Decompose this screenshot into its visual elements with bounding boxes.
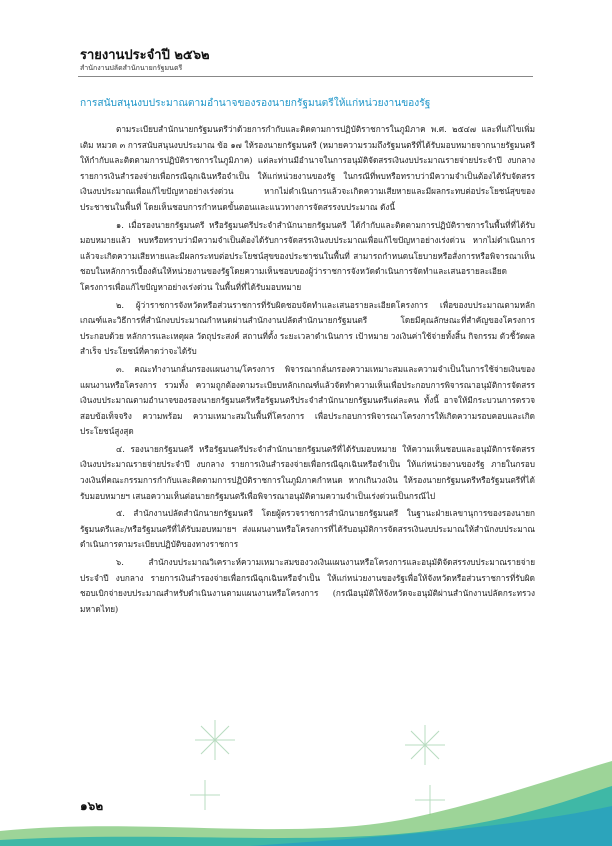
section-title: การสนับสนุนงบประมาณตามอำนาจของรองนายกรัฐมนตรีให้แก่หน่วยงานของรัฐ <box>80 98 431 109</box>
report-title: รายงานประจำปี ๒๕๖๒ <box>80 48 210 63</box>
page-number: ๑๖๒ <box>80 799 104 813</box>
header-divider <box>78 76 533 77</box>
paragraph-item-3: ๓. คณะทำงานกลั่นกรองแผนงาน/โครงการ พิจารณากลั่นกรองความเหมาะสมและความจำเป็นในการใช้จ่ายเงินของแผนงานหรือโครงการ รวมทั้ง ความถูกต้องตามระเบียบหลักเกณฑ์แล้วจัดทำความเห็นเพื่อประกอบการพิจารณาอนุมัติการจัดสรรเงินงบประมาณตามอำนาจของรองนายกรัฐมนตรีหรือรัฐมนตรีประจำสำนักนายกรัฐมนตรีแต่ละคน ทั้งนี้ อาจให้มีกระบวนการตรวจสอบข้อเท็จจริง ความพร้อม ความเหมาะสมในพื้นที่โครงการ เพื่อประกอบการพิจารณาโครงการให้เกิดความรอบคอบและเกิดประโยชน์สูงสุด <box>80 363 535 437</box>
footer-wave-decoration <box>0 756 612 846</box>
paragraph-item-5: ๕. สำนักงานปลัดสำนักนายกรัฐมนตรี โดยผู้ตรวจราชการสำนักนายกรัฐมนตรี ในฐานะฝ่ายเลขานุการของรองนายกรัฐมนตรีและ/หรือรัฐมนตรีที่ได้รับมอบหมายฯ ส่งแผนงานหรือโครงการที่ได้รับอนุมัติการจัดสรรเงินงบประมาณให้สำนักงบประมาณดำเนินการตามระเบียบปฏิบัติของทางราชการ <box>80 508 535 550</box>
paragraph-intro: ตามระเบียบสำนักนายกรัฐมนตรีว่าด้วยการกำกับและติดตามการปฏิบัติราชการในภูมิภาค พ.ศ. ๒๕๔๗ และที่แก้ไขเพิ่มเติม หมวด ๓ การสนับสนุนงบประมาณ ข้อ ๑๗ ให้รองนายกรัฐมนตรี (หมายความรวมถึงรัฐมนตรีที่ได้รับมอบหมายจากนายรัฐมนตรีให้กำกับและติดตามการปฏิบัติราชการในภูมิภาค) แต่ละท่านมีอำนาจในการอนุมัติจัดสรรเงินงบประมาณรายจ่ายประจำปี งบกลาง รายการเงินสำรองจ่ายเพื่อกรณีฉุกเฉินหรือจำเป็น ให้แก่หน่วยงานของรัฐ ในกรณีที่พบหรือทราบว่ามีความจำเป็นต้องได้รับจัดสรรเงินงบประมาณเพื่อแก้ไขปัญหาอย่างเร่งด่วน หากไม่ดำเนินการแล้วจะเกิดความเสียหายและมีผลกระทบต่อประโยชน์สุขของประชาชนในพื้นที่ โดยเห็นชอบการกำหนดขั้นตอนและแนวทางการจัดสรรงบประมาณ ดังนี้ <box>80 124 535 212</box>
paragraph-item-2: ๒. ผู้ว่าราชการจังหวัดหรือส่วนราชการที่รับผิดชอบจัดทำและเสนอรายละเอียดโครงการ เพื่อของบประมาณตามหลักเกณฑ์และวิธีการที่สำนักงบประมาณกำหนดผ่านสำนักงานปลัดสำนักนายกรัฐมนตรี โดยมีคุณลักษณะที่สำคัญของโครงการ ประกอบด้วย หลักการและเหตุผล วัตถุประสงค์ สถานที่ตั้ง ระยะเวลาดำเนินการ เป้าหมาย วงเงินค่าใช้จ่ายทั้งสิ้น กิจกรรม ตัวชี้วัดผลสำเร็จ ประโยชน์ที่คาดว่าจะได้รับ <box>80 299 535 357</box>
body-text <box>80 122 535 619</box>
paragraph-item-1: ๑. เมื่อรองนายกรัฐมนตรี หรือรัฐมนตรีประจำสำนักนายกรัฐมนตรี ได้กำกับและติดตามการปฏิบัติราชการในพื้นที่ที่ได้รับมอบหมายแล้ว พบหรือทราบว่ามีความจำเป็นต้องได้รับการจัดสรรเงินงบประมาณเพื่อแก้ไขปัญหาอย่างเร่งด่วน หากไม่ดำเนินการแล้วจะเกิดความเสียหายและมีผลกระทบต่อประโยชน์สุขของประชาชนในพื้นที่ สามารถกำหนดนโยบายหรือสั่งการหรือพิจารณาเห็นชอบในหลักการเบื้องต้นให้หน่วยงานของรัฐโดยความเห็นชอบของผู้ว่าราชการจังหวัดดำเนินการจัดทำและเสนอรายละเอียดโครงการเพื่อแก้ไขปัญหาอย่างเร่งด่วน ในพื้นที่ที่ได้รับมอบหมาย <box>80 219 535 292</box>
report-subtitle: สำนักงานปลัดสำนักนายกรัฐมนตรี <box>80 64 183 72</box>
sparkle-icon <box>195 720 235 760</box>
paragraph-item-6: ๖. สำนักงบประมาณวิเคราะห์ความเหมาะสมของวงเงินแผนงานหรือโครงการและอนุมัติจัดสรรงบประมาณรายจ่ายประจำปี งบกลาง รายการเงินสำรองจ่ายเพื่อกรณีฉุกเฉินหรือจำเป็น ให้แก่หน่วยงานของรัฐเพื่อให้จังหวัดหรือส่วนราชการที่รับผิดชอบเบิกจ่ายงบประมาณสำหรับดำเนินงานตามแผนงานหรือโครงการ (กรณีอนุมัติให้จังหวัดจะอนุมัติผ่านสำนักงานปลัดกระทรวงมหาดไทย) <box>80 557 535 614</box>
paragraph-item-4: ๔. รองนายกรัฐมนตรี หรือรัฐมนตรีประจำสำนักนายกรัฐมนตรีที่ได้รับมอบหมาย ให้ความเห็นชอบและอนุมัติการจัดสรรเงินงบประมาณรายจ่ายประจำปี งบกลาง รายการเงินสำรองจ่ายเพื่อกรณีฉุกเฉินหรือจำเป็น ให้แก่หน่วยงานของรัฐ ภายในกรอบวงเงินที่คณะกรรมการกำกับและติดตามการปฏิบัติราชการในภูมิภาคกำหนด หากเกินวงเงิน ให้รองนายกรัฐมนตรีหรือรัฐมนตรีที่ได้รับมอบหมายฯ เสนอความเห็นต่อนายกรัฐมนตรีเพื่อพิจารณาอนุมัติตามความจำเป็นเร่งด่วนเป็นกรณีไป <box>80 443 535 501</box>
